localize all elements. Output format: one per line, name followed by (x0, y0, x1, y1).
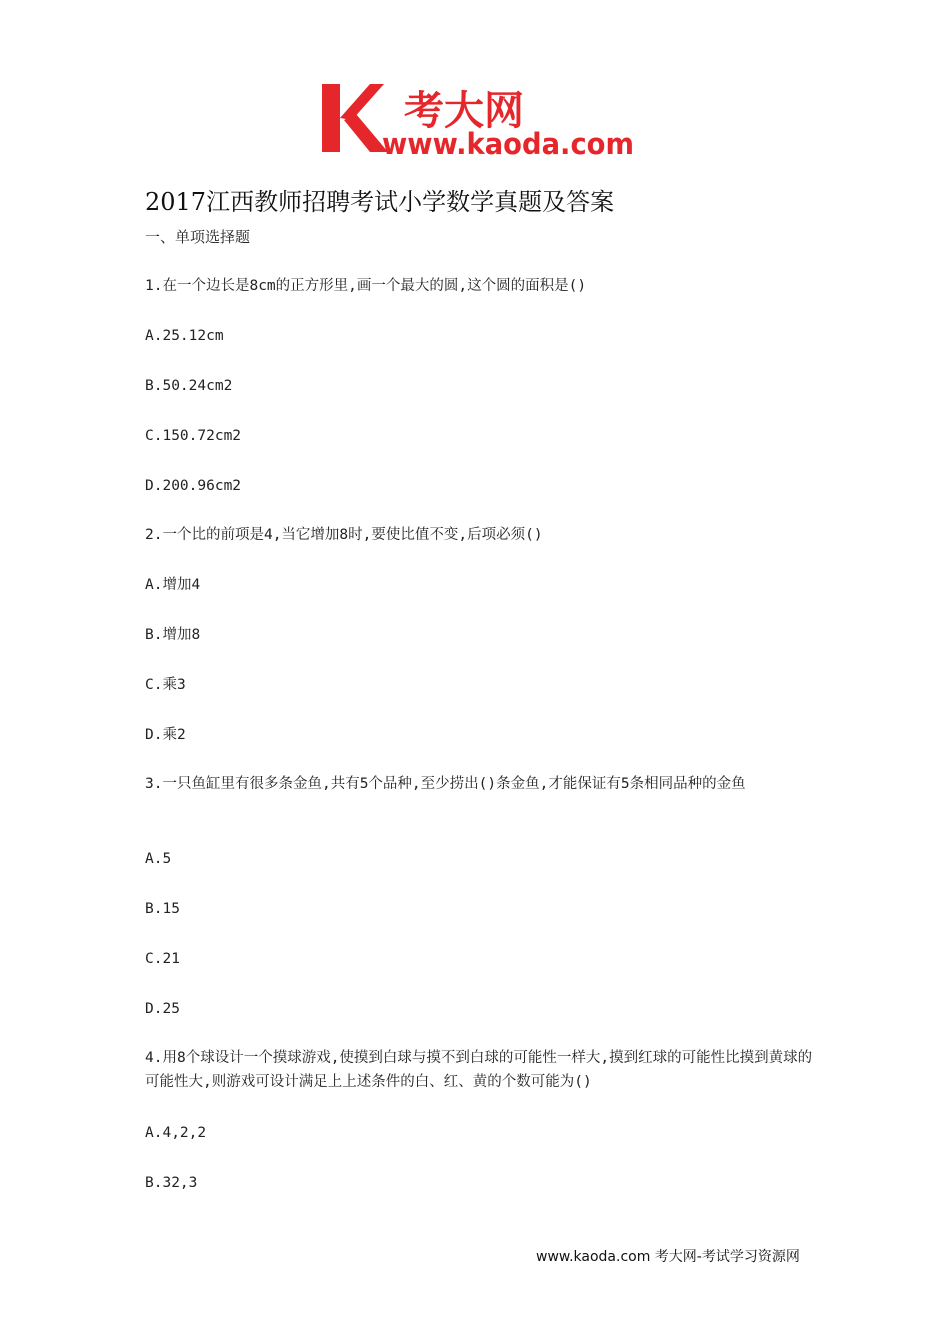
q2-option-d: D.乘2 (145, 727, 186, 743)
q2-option-a: A.增加4 (145, 577, 201, 593)
k-letter-icon (322, 84, 388, 152)
kaoda-logo (318, 80, 638, 158)
logo-cn-text: 考大网 (404, 88, 524, 134)
q3-option-d: D.25 (145, 1001, 180, 1017)
q1-option-a: A.25.12cm (145, 328, 224, 344)
question-2: 2.一个比的前项是4,当它增加8时,要使比值不变,后项必须() (145, 527, 543, 543)
q3-option-a: A.5 (145, 851, 172, 867)
logo-url-text: www.kaoda.com (382, 127, 634, 158)
section-heading: 一、单项选择题 (145, 228, 251, 246)
question-1: 1.在一个边长是8cm的正方形里,画一个最大的圆,这个圆的面积是() (145, 278, 587, 294)
q1-option-b: B.50.24cm2 (145, 378, 233, 394)
question-4: 4.用8个球设计一个摸球游戏,使摸到白球与摸不到白球的可能性一样大,摸到红球的可能性比摸到黄球的可能性大,则游戏可设计满足上上述条件的白、红、黄的个数可能为() (145, 1050, 813, 1090)
q2-option-b: B.增加8 (145, 627, 201, 643)
q3-option-c: C.21 (145, 951, 180, 967)
q1-option-c: C.150.72cm2 (145, 428, 242, 444)
q1-option-d: D.200.96cm2 (145, 478, 242, 494)
page-footer: www.kaoda.com 考大网-考试学习资源网 (536, 1249, 800, 1265)
page-title: 2017江西教师招聘考试小学数学真题及答案 (145, 188, 615, 216)
q4-option-a: A.4,2,2 (145, 1125, 207, 1141)
q3-option-b: B.15 (145, 901, 180, 917)
q4-option-b: B.32,3 (145, 1175, 198, 1191)
question-3: 3.一只鱼缸里有很多条金鱼,共有5个品种,至少捞出()条金鱼,才能保证有5条相同品种的金鱼 (145, 776, 746, 792)
q2-option-c: C.乘3 (145, 677, 186, 693)
